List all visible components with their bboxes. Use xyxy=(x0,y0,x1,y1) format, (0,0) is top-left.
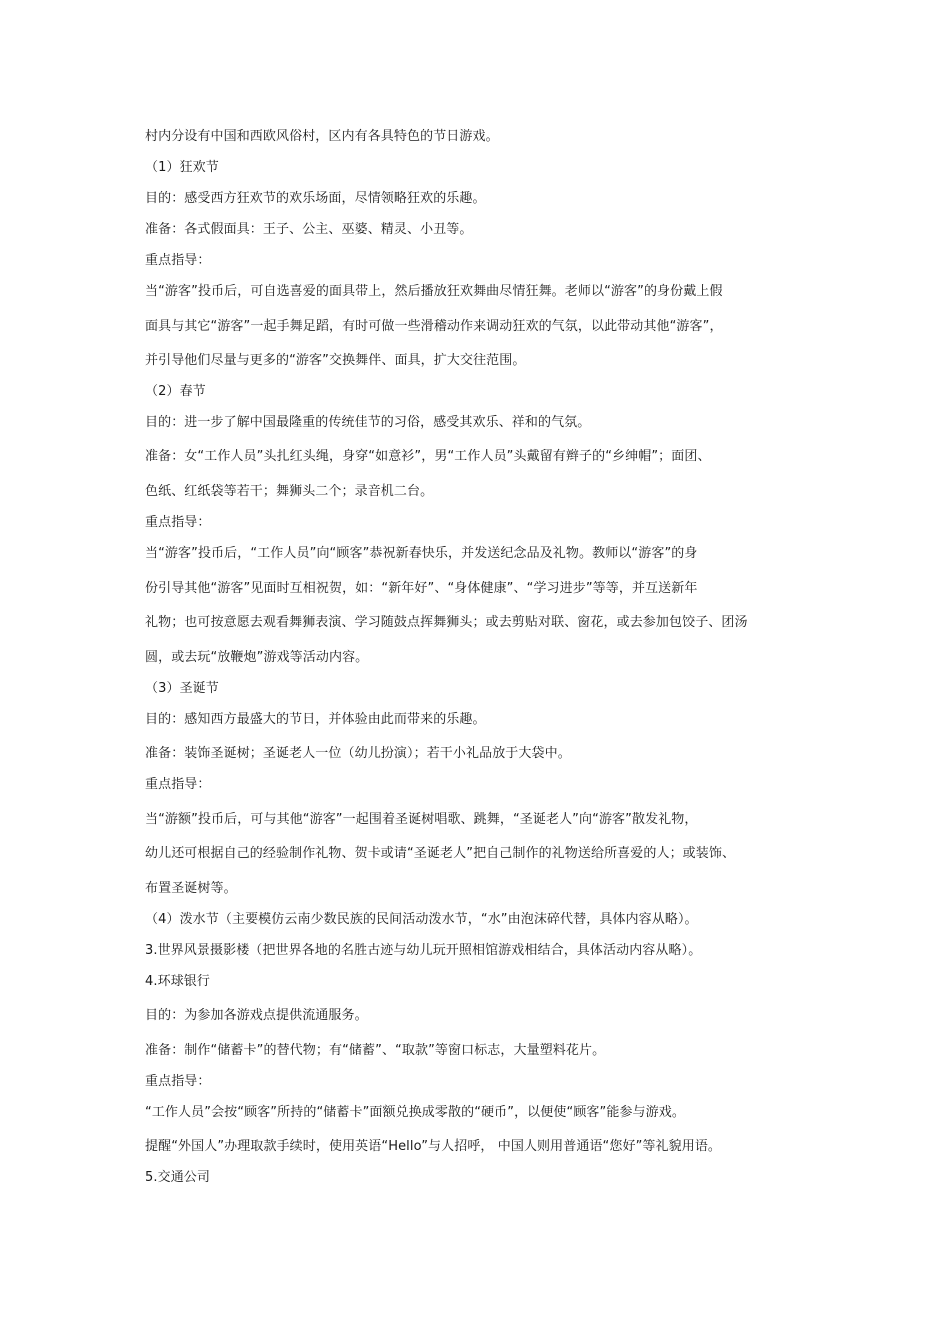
paragraph-line: 目的：感受西方狂欢节的欢乐场面，尽情领略狂欢的乐趣。 xyxy=(145,191,486,206)
paragraph-line: 提醒“外国人”办理取款手续时，使用英语“Hello”与人招呼， 中国人则用普通语“您好”等礼貌用语。 xyxy=(145,1139,722,1154)
subheading-guidance: 重点指导： xyxy=(145,1074,211,1089)
paragraph-line: 当“游客”投币后，可自选喜爱的面具带上，然后播放狂欢舞曲尽情狂舞。老师以“游客”的身份戴上假 xyxy=(145,284,723,299)
paragraph-line: 礼物；也可按意愿去观看舞狮表演、学习随鼓点挥舞狮头；或去剪贴对联、窗花，或去参加包饺子、团汤 xyxy=(145,615,748,630)
paragraph-line: 目的：进一步了解中国最隆重的传统佳节的习俗，感受其欢乐、祥和的气氛。 xyxy=(145,415,591,430)
paragraph-line: 目的：为参加各游戏点提供流通服务。 xyxy=(145,1008,368,1023)
section-heading-christmas: （3）圣诞节 xyxy=(145,681,219,696)
subheading-guidance: 重点指导： xyxy=(145,253,211,268)
paragraph-line: 当“游额”投币后，可与其他“游客”一起围着圣诞树唱歌、跳舞，“圣诞老人”向“游客”散发礼物， xyxy=(145,812,698,827)
paragraph-line: 准备：各式假面具：王子、公主、巫婆、精灵、小丑等。 xyxy=(145,222,473,237)
paragraph-line: 村内分设有中国和西欧风俗村，区内有各具特色的节日游戏。 xyxy=(145,129,499,144)
subheading-guidance: 重点指导： xyxy=(145,777,211,792)
section-heading-transport: 5.交通公司 xyxy=(145,1170,211,1185)
paragraph-line: 份引导其他“游客”见面时互相祝贺，如：“新年好”、“身体健康”、“学习进步”等等，并互送新年 xyxy=(145,581,698,596)
section-heading-spring-festival: （2）春节 xyxy=(145,384,206,399)
paragraph-line: 准备：女“工作人员”头扎红头绳，身穿“如意衫”，男“工作人员”头戴留有辫子的“乡绅帽”；面团、 xyxy=(145,449,711,464)
paragraph-line: 面具与其它“游客”一起手舞足蹈，有时可做一些滑稽动作来调动狂欢的气氛，以此带动其他“游客”， xyxy=(145,319,723,334)
paragraph-line: 色纸、红纸袋等若干；舞狮头二个；录音机二台。 xyxy=(145,484,434,499)
paragraph-line: “工作人员”会按“顾客”所持的“储蓄卡”面额兑换成零散的“硬币”，以便使“顾客”能参与游戏。 xyxy=(145,1105,685,1120)
paragraph-line: 准备：制作“储蓄卡”的替代物；有“储蓄”、“取款”等窗口标志，大量塑料花片。 xyxy=(145,1043,606,1058)
subheading-guidance: 重点指导： xyxy=(145,515,211,530)
paragraph-line: 准备：装饰圣诞树；圣诞老人一位（幼儿扮演）；若干小礼品放于大袋中。 xyxy=(145,746,571,761)
paragraph-line: 圆，或去玩“放鞭炮”游戏等活动内容。 xyxy=(145,650,369,665)
paragraph-line: 幼儿还可根据自己的经验制作礼物、贺卡或请“圣诞老人”把自己制作的礼物送给所喜爱的人；或装饰、 xyxy=(145,846,736,861)
paragraph-line: 当“游客”投币后，“工作人员”向“顾客”恭祝新春快乐，并发送纪念品及礼物。教师以“游客”的身 xyxy=(145,546,698,561)
paragraph-line: 目的：感知西方最盛大的节日，并体验由此而带来的乐趣。 xyxy=(145,712,486,727)
section-heading-photo-studio: 3.世界风景摄影楼（把世界各地的名胜古迹与幼儿玩开照相馆游戏相结合，具体活动内容从略）。 xyxy=(145,943,702,958)
section-heading-carnival: （1）狂欢节 xyxy=(145,160,219,175)
section-heading-water-festival: （4）泼水节（主要模仿云南少数民族的民间活动泼水节，“水”由泡沫碎代替，具体内容从略）。 xyxy=(145,912,698,927)
section-heading-bank: 4.环球银行 xyxy=(145,974,211,989)
paragraph-line: 并引导他们尽量与更多的“游客”交换舞伴、面具，扩大交往范围。 xyxy=(145,353,526,368)
paragraph-line: 布置圣诞树等。 xyxy=(145,881,237,896)
